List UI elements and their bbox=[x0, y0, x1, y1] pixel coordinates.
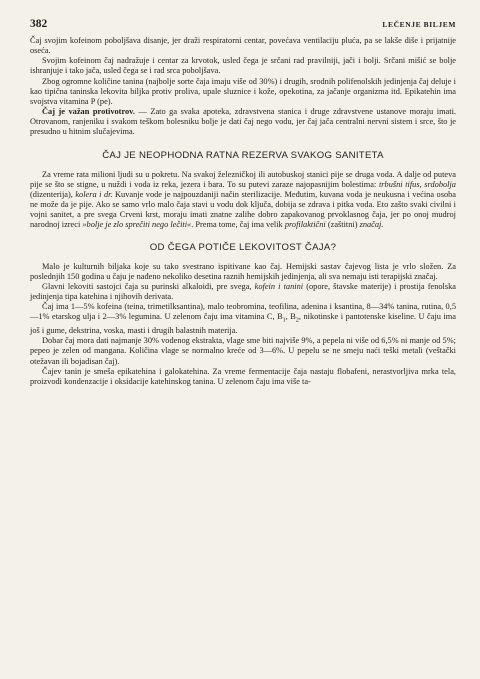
paragraph-text: Zbog ogromne količine tanina (najbolje sorte čaja imaju više od 30%) i drugih, srodnih polifenolskih jedinjenja čaj deluje i kao tipična taninska lekovita biljka protiv proliva, upale sluznice i kože, opekotina, za jačanje organizma itd. Epikatehin ima svojstva vitamina P (pe). bbox=[30, 76, 456, 106]
paragraph bbox=[30, 36, 456, 56]
section-heading-lekovitost: OD ČEGA POTIČE LEKOVITOST ČAJA? bbox=[149, 241, 337, 253]
paragraph-text: . Prema tome, čaj ima velik bbox=[191, 220, 285, 230]
paragraph-text: (dizenterija), bbox=[30, 189, 76, 199]
paragraph-text: Malo je kulturnih biljaka koje su tako svestrano ispitivane kao čaj. Hemijski sastav čajevog lista je vrlo složen. Za poslednjih 150 godina u čaju je nađeno nekoliko desetina raznih hemijskih jedinjenja, ali sva nemaju isti terapijski značaj. bbox=[30, 261, 456, 281]
paragraph-text: Za vreme rata milioni ljudi su u pokretu. Na svakoj železničkoj ili autobuskoj stanici pije se druga voda. A dalje od puteva pije se što se stigne, u nuždi i voda iz reka, jezera i bara. To su putevi zaraze najopasnijim bolestima: bbox=[30, 169, 456, 189]
paragraph-text: Dobar čaj mora dati najmanje 30% vodenog ekstrakta, vlage sme biti najviše 9%, a pepela ni više od 6,5% ni manje od 5%; pepeo je zelen od mangana. Količina vlage se normalno kreće od 3—6%. U pepelu se ne smeju naći teški metali (veštački otežavan ili bojadisan čaj). bbox=[30, 336, 456, 366]
paragraph-text: Čajev tanin je smeša epikatehina i galokatehina. Za vreme fermentacije čaja nastaju flobafeni, nerastvorljiva mrka tela, proizvodi kondenzacije i oksidacije katehinskog tanina. U zelenom čaju ima više ta- bbox=[30, 366, 456, 386]
paragraph bbox=[30, 367, 456, 387]
paragraph-text: Svojim kofeinom čaj nadražuje i centar za krvotok, usled čega je srčani rad pravilniji, jači i bolji. Srčani mišić se bolje ishranjuje i tako jača, usled čega se i rad srca poboljšava. bbox=[30, 56, 456, 76]
paragraph-text: — Zato ga svaka apoteka, zdravstvena stanica i druge zdravstvene ustanove moraju imati. Otrovanom, ranjeniku i svakom teškom bolesniku bolje je dati čaj nego vodu, jer čaj jača centralni nervni sistem i srce, što je presudno u hitnim slučajevima. bbox=[30, 107, 456, 137]
paragraph-text: , B bbox=[285, 312, 296, 322]
paragraph-text: Čaj ima 1—5% kofeina (teina, trimetilksantina), malo teobromina, teofilina, adenina i ksantina, 8—34% tanina, rutina, 0,5—1% etarskog ulja i 2—3% legumina. U zelenom čaju ima vitamina C, B bbox=[30, 302, 456, 322]
page-number: 382 bbox=[30, 18, 48, 30]
running-title: LEČENJE BILJEM bbox=[382, 20, 456, 29]
section-ratna-rezerva-body bbox=[30, 170, 456, 231]
paragraph bbox=[30, 170, 456, 231]
italic-text: kofein i tanini bbox=[254, 281, 304, 291]
italic-text: trbušni tifus, srdobolja bbox=[378, 179, 456, 189]
page-header bbox=[30, 18, 456, 30]
bold-text: Čaj je važan protivotrov. bbox=[42, 107, 135, 117]
paragraph bbox=[30, 302, 456, 336]
paragraph bbox=[30, 336, 456, 366]
subscript-text: 1 bbox=[282, 317, 286, 324]
italic-text: kolera i dr. bbox=[75, 189, 113, 199]
paragraph-text: Čaj svojim kofeinom poboljšava disanje, jer draži respiratorni centar, povećava ventilaciju pluća, pa se lakše diše i prijatnije oseća. bbox=[30, 36, 456, 56]
paragraph-text: Glavni lekoviti sastojci čaja su purinski alkaloidi, pre svega, bbox=[42, 281, 255, 291]
section-lekovitost-body bbox=[30, 262, 456, 388]
section-top bbox=[30, 36, 456, 138]
paragraph bbox=[30, 77, 456, 107]
italic-text: »bolje je zlo sprečiti nego lečiti« bbox=[82, 220, 192, 230]
paragraph-text: Kuvanje vode je najpouzdaniji način sterilizacije. Međutim, kuvana voda je neukusna i većina osoba ne može da je pije. Ako se samo vrlo malo čaja stavi u vodu dok ključa, dobija se zdrava i pitka voda. Eto zašto svaki civilni i vojni sanitet, a pre svega Crveni krst, moraju imati znatne zalihe dobro zapakovanog prvoklasnog čaja, jer po onoj mudroj narodnoj izreci bbox=[30, 189, 457, 230]
paragraph-text: , nikotinske i pantotenske kiseline. U čaju ima još i gume, dekstrina, voska, masti i drugih balastnih materija. bbox=[30, 312, 456, 336]
section-heading-ratna-rezerva: ČAJ JE NEOPHODNA RATNA REZERVA SVAKOG SANITETA bbox=[102, 149, 384, 161]
paragraph bbox=[30, 282, 456, 302]
paragraph-text: (opore, štavske materije) i prostija fenolska jedinjenja tipa katehina i njihovih derivata. bbox=[30, 281, 456, 301]
subscript-text: 2 bbox=[295, 317, 299, 324]
paragraph bbox=[30, 262, 456, 282]
paragraph-text: (zaštitni) bbox=[325, 220, 360, 230]
paragraph bbox=[30, 56, 456, 76]
italic-text: značaj. bbox=[359, 220, 384, 230]
italic-text: profilaktični bbox=[284, 220, 326, 230]
section-top-body bbox=[30, 36, 456, 138]
paragraph bbox=[30, 107, 456, 137]
